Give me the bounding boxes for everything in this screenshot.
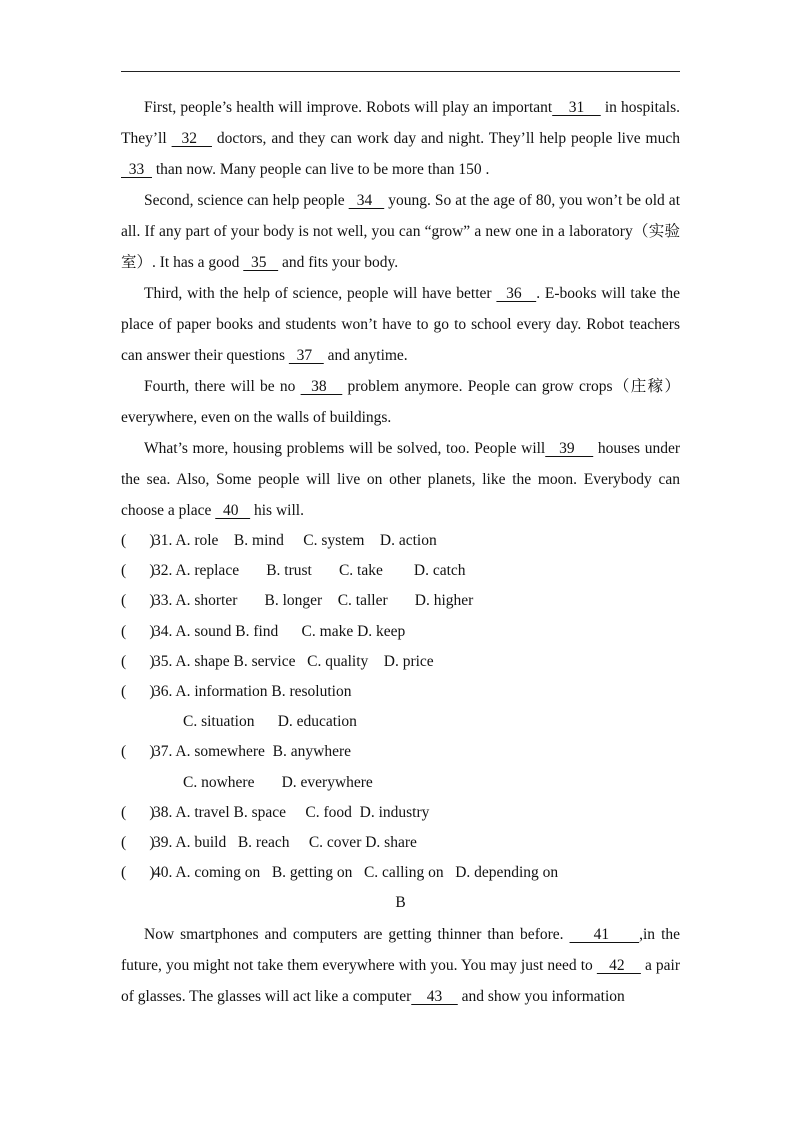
blank-43[interactable]: 43 bbox=[411, 987, 458, 1005]
answer-slot[interactable]: ( ) bbox=[121, 652, 155, 670]
blank-42[interactable]: 42 bbox=[596, 956, 641, 974]
text: doctors, and they can work day and night. They’ll help people live much bbox=[211, 130, 680, 147]
blank-36[interactable]: 36 bbox=[496, 285, 537, 302]
paragraph-science bbox=[121, 185, 680, 278]
answer-slot[interactable]: ( ) bbox=[121, 532, 155, 549]
text: problem anymore. People can grow crops（庄稼） everywhere, even on the walls of buildings. bbox=[121, 378, 680, 426]
answer-slot[interactable]: ( ) bbox=[121, 834, 155, 852]
blank-41[interactable]: 41 bbox=[569, 925, 640, 943]
question-list bbox=[121, 526, 680, 888]
paragraph-smartphones bbox=[121, 919, 680, 1012]
blank-35[interactable]: 35 bbox=[243, 254, 279, 271]
text: First, people’s health will improve. Robots will play an important bbox=[144, 99, 553, 116]
text: houses under the sea. Also, Some people will live on other planets, like the moon. Everybody can choose a place bbox=[121, 440, 680, 519]
answer-slot[interactable]: ( ) bbox=[121, 622, 155, 640]
text: a pair of glasses. The glasses will act like a computer bbox=[121, 956, 680, 1005]
paragraph-food bbox=[121, 371, 680, 433]
paragraph-education bbox=[121, 278, 680, 371]
paragraph-health bbox=[121, 92, 680, 185]
question-37 bbox=[121, 737, 680, 767]
blank-34[interactable]: 34 bbox=[348, 192, 385, 209]
question-31 bbox=[121, 526, 680, 556]
blank-38[interactable]: 38 bbox=[300, 378, 343, 395]
text: and show you information bbox=[457, 987, 625, 1005]
question-text: 36. A. information B. resolution bbox=[153, 683, 352, 701]
question-38 bbox=[121, 798, 680, 828]
question-39 bbox=[121, 828, 680, 858]
blank-31[interactable]: 31 bbox=[552, 99, 601, 116]
text: Second, science can help people bbox=[144, 192, 349, 209]
answer-slot[interactable]: ( ) bbox=[121, 743, 155, 761]
question-40 bbox=[121, 858, 680, 888]
question-text: 34. A. sound B. find C. make D. keep bbox=[153, 622, 406, 640]
blank-32[interactable]: 32 bbox=[171, 130, 212, 147]
answer-slot[interactable]: ( ) bbox=[121, 592, 155, 610]
question-37-options-cont: C. nowhere D. everywhere bbox=[183, 773, 373, 791]
blank-37[interactable]: 37 bbox=[288, 347, 324, 364]
text: What’s more, housing problems will be solved, too. People will bbox=[144, 440, 546, 457]
question-text: 32. A. replace B. trust C. take D. catch bbox=[153, 562, 466, 580]
paragraph-housing bbox=[121, 433, 680, 526]
question-text: 31. A. role B. mind C. system D. action bbox=[153, 532, 437, 549]
header-rule bbox=[121, 71, 680, 72]
blank-33[interactable]: 33 bbox=[121, 161, 152, 178]
text: ,in the future, you might not take them everywhere with you. You may just need to bbox=[121, 925, 681, 974]
text: and anytime. bbox=[323, 347, 408, 364]
question-text: 35. A. shape B. service C. quality D. price bbox=[153, 652, 434, 670]
text: Third, with the help of science, people will have better bbox=[144, 285, 497, 302]
text: his will. bbox=[250, 502, 304, 519]
answer-slot[interactable]: ( ) bbox=[121, 803, 155, 821]
text: than now. Many people can live to be more than 150 . bbox=[152, 161, 490, 178]
question-35 bbox=[121, 647, 680, 677]
question-34 bbox=[121, 617, 680, 647]
answer-slot[interactable]: ( ) bbox=[121, 683, 155, 701]
section-b-title: B bbox=[395, 894, 406, 912]
text: Fourth, there will be no bbox=[144, 378, 301, 395]
question-36 bbox=[121, 677, 680, 707]
text: young. So at the age of 80, you won’t be old at all. If any part of your body is not well, you can “grow” a new one in a laboratory（实验室）. It has a good bbox=[121, 192, 680, 271]
question-33 bbox=[121, 586, 680, 616]
question-text: 38. A. travel B. space C. food D. industry bbox=[153, 803, 430, 821]
text: . E-books will take the place of paper books and students won’t have to go to school every day. Robot teachers can answer their questions bbox=[121, 285, 681, 364]
question-text: 40. A. coming on B. getting on C. calling on D. depending on bbox=[153, 864, 559, 882]
text: and fits your body. bbox=[278, 254, 399, 271]
question-text: 37. A. somewhere B. anywhere bbox=[153, 743, 352, 761]
question-text: 33. A. shorter B. longer C. taller D. higher bbox=[153, 592, 474, 610]
text: Now smartphones and computers are getting thinner than before. bbox=[144, 925, 570, 943]
answer-slot[interactable]: ( ) bbox=[121, 864, 155, 882]
question-36-options-cont: C. situation D. education bbox=[183, 713, 357, 731]
question-text: 39. A. build B. reach C. cover D. share bbox=[153, 834, 417, 852]
question-32 bbox=[121, 556, 680, 586]
blank-40[interactable]: 40 bbox=[215, 502, 251, 519]
text: in hospitals. They’ll bbox=[121, 99, 681, 147]
answer-slot[interactable]: ( ) bbox=[121, 562, 155, 580]
blank-39[interactable]: 39 bbox=[545, 440, 594, 457]
page-content bbox=[121, 92, 680, 1012]
